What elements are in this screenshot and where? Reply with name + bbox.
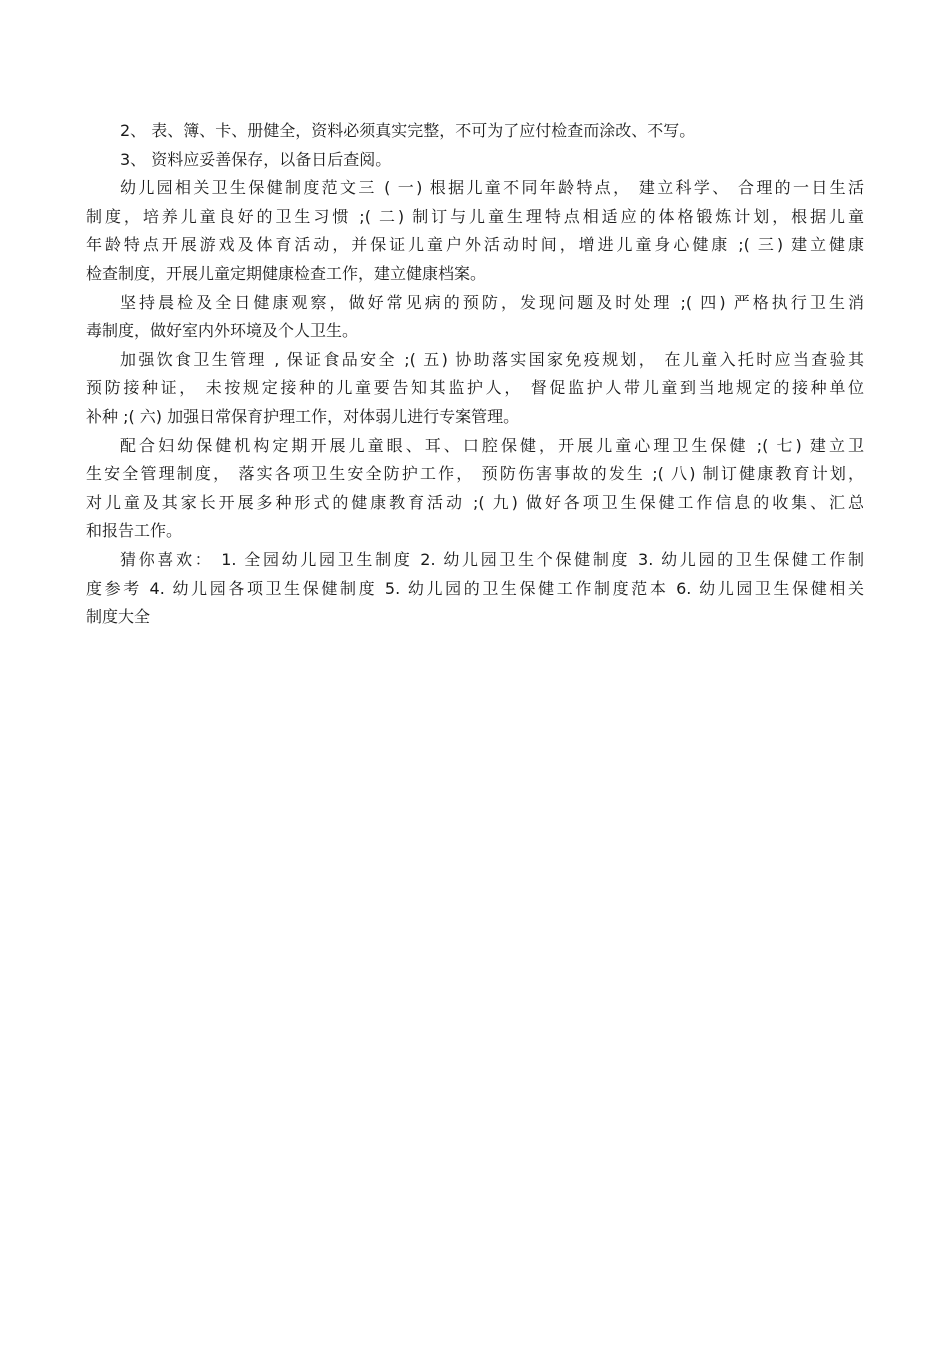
paragraph-line: 度参考 4. 幼儿园各项卫生保健制度 5. 幼儿园的卫生保健工作制度范本 6. 幼儿园卫生保健相关	[86, 578, 864, 598]
paragraph-line: 坚持晨检及全日健康观察，做好常见病的预防，发现问题及时处理 ;( 四) 严格执行卫生消	[120, 292, 864, 312]
paragraph-morning-check	[86, 289, 864, 346]
paragraph-line: 补种 ;( 六) 加强日常保育护理工作，对体弱儿进行专案管理。	[86, 406, 520, 426]
paragraph-item-2	[86, 117, 864, 146]
paragraph-line: 制度大全	[86, 607, 151, 627]
paragraph-line: 年龄特点开展游戏及体育活动，并保证儿童户外活动时间，增进儿童身心健康 ;( 三) 建立健康	[86, 235, 864, 255]
paragraph-line: 3、 资料应妥善保存，以备日后查阅。	[120, 149, 392, 169]
paragraph-related-links	[86, 546, 864, 632]
paragraph-item-3	[86, 146, 864, 175]
paragraph-line: 检查制度，开展儿童定期健康检查工作，建立健康档案。	[86, 263, 487, 283]
paragraph-line: 生安全管理制度， 落实各项卫生安全防护工作， 预防伤害事故的发生 ;( 八) 制订健康教育计划，	[86, 464, 864, 484]
paragraph-food-safety	[86, 346, 864, 432]
paragraph-line: 加强饮食卫生管理 , 保证食品安全 ;( 五) 协助落实国家免疫规划， 在儿童入托时应当查验其	[120, 349, 864, 369]
paragraph-line: 和报告工作。	[86, 521, 183, 541]
document-body	[86, 117, 864, 632]
paragraph-line: 猜你喜欢： 1. 全园幼儿园卫生制度 2. 幼儿园卫生个保健制度 3. 幼儿园的卫生保健工作制	[120, 549, 864, 569]
paragraph-line: 毒制度，做好室内外环境及个人卫生。	[86, 321, 359, 341]
paragraph-line: 预防接种证， 未按规定接种的儿童要告知其监护人， 督促监护人带儿童到当地规定的接种单位	[86, 378, 864, 398]
paragraph-line: 制度，培养儿童良好的卫生习惯 ;( 二) 制订与儿童生理特点相适应的体格锻炼计划，根据儿童	[86, 206, 864, 226]
paragraph-line: 对儿童及其家长开展多种形式的健康教育活动 ;( 九) 做好各项卫生保健工作信息的收集、汇总	[86, 492, 864, 512]
paragraph-line: 幼儿园相关卫生保健制度范文三 ( 一) 根据儿童不同年龄特点， 建立科学、 合理的一日生活	[120, 178, 864, 198]
paragraph-template-three	[86, 174, 864, 288]
paragraph-health-education	[86, 432, 864, 546]
paragraph-line: 配合妇幼保健机构定期开展儿童眼、耳、口腔保健，开展儿童心理卫生保健 ;( 七) 建立卫	[120, 435, 864, 455]
paragraph-line: 2、 表、簿、卡、册健全，资料必须真实完整，不可为了应付检查而涂改、不写。	[120, 121, 696, 140]
